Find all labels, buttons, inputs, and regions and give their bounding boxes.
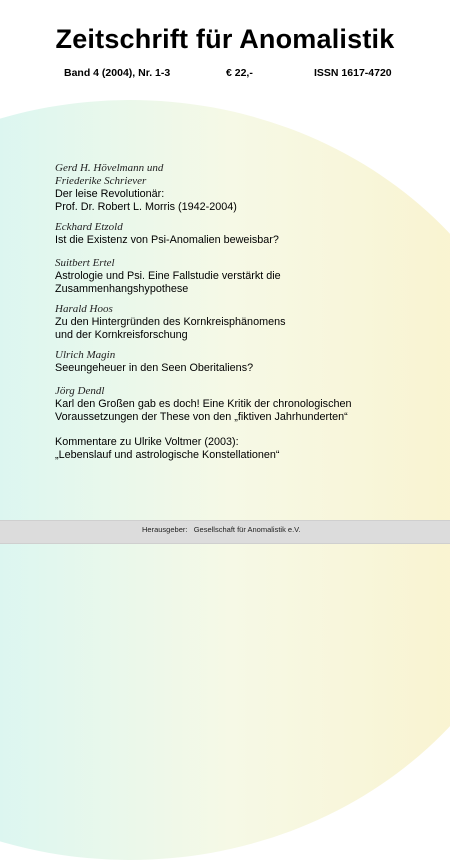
publisher-footer bbox=[0, 520, 450, 544]
toc-title: Ist die Existenz von Psi-Anomalien beweisbar? bbox=[55, 234, 279, 246]
toc-entry bbox=[55, 385, 435, 424]
toc-title: Zu den Hintergründen des Kornkreisphänomens bbox=[55, 316, 286, 328]
toc-author: Harald Hoos bbox=[55, 303, 113, 315]
journal-meta-line bbox=[0, 67, 450, 83]
toc-title: Zusammenhangshypothese bbox=[55, 283, 189, 295]
toc-title: Der leise Revolutionär: bbox=[55, 188, 165, 200]
toc-author: Friederike Schriever bbox=[55, 175, 147, 187]
toc-title: Astrologie und Psi. Eine Fallstudie verstärkt die bbox=[55, 270, 281, 282]
toc-entry bbox=[55, 162, 435, 214]
publisher-label: Herausgeber: bbox=[142, 525, 188, 534]
toc-entry bbox=[55, 303, 435, 342]
toc-author: Ulrich Magin bbox=[55, 349, 116, 361]
toc-entry bbox=[55, 436, 435, 462]
toc-entry bbox=[55, 349, 435, 375]
toc-title: Kommentare zu Ulrike Voltmer (2003): bbox=[55, 436, 239, 448]
toc-title: „Lebenslauf und astrologische Konstellationen“ bbox=[55, 449, 280, 461]
toc-author: Eckhard Etzold bbox=[55, 221, 123, 233]
toc-author: Suitbert Ertel bbox=[55, 257, 115, 269]
journal-title: Zeitschrift für Anomalistik bbox=[55, 24, 395, 54]
toc-title: Prof. Dr. Robert L. Morris (1942-2004) bbox=[55, 201, 237, 213]
publisher-line bbox=[142, 525, 301, 534]
price: € 22,- bbox=[226, 67, 253, 79]
toc-title: und der Kornkreisforschung bbox=[55, 329, 188, 341]
volume-info: Band 4 (2004), Nr. 1-3 bbox=[64, 67, 171, 79]
toc-title: Voraussetzungen der These von den „fiktiven Jahrhunderten“ bbox=[55, 411, 348, 423]
toc-entry bbox=[55, 221, 435, 247]
toc-title: Karl den Großen gab es doch! Eine Kritik der chronologischen bbox=[55, 398, 352, 410]
toc-author: Gerd H. Hövelmann und bbox=[55, 162, 164, 174]
toc-entry bbox=[55, 257, 435, 296]
table-of-contents bbox=[55, 162, 435, 462]
toc-author: Jörg Dendl bbox=[55, 385, 105, 397]
toc-title: Seeungeheuer in den Seen Oberitaliens? bbox=[55, 362, 254, 374]
publisher-name: Gesellschaft für Anomalistik e.V. bbox=[193, 525, 301, 534]
issn: ISSN 1617-4720 bbox=[314, 67, 392, 79]
